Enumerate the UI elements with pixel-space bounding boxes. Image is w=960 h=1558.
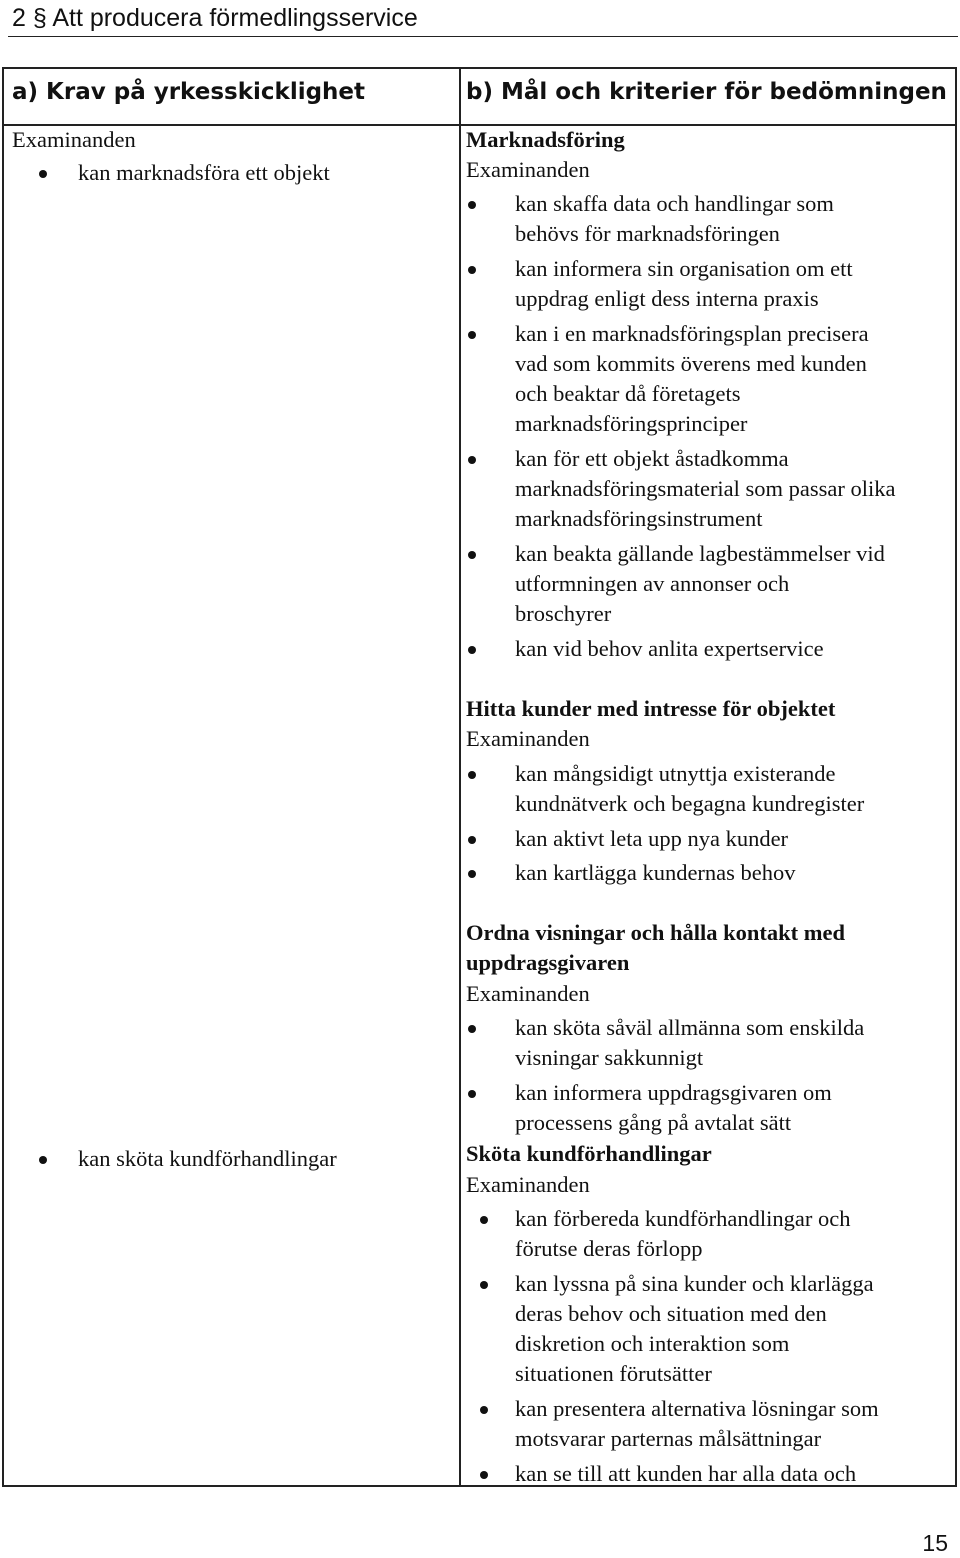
criterion-line: behövs för marknadsföringen [515,221,780,246]
bullet-icon [480,1471,488,1479]
criterion-line: situationen förutsätter [515,1361,712,1386]
bullet-icon [468,1025,476,1033]
page-header-title: 2 § Att producera förmedlingsservice [12,4,418,32]
criterion-line: kan sköta såväl allmänna som enskilda [515,1015,865,1040]
criterion-line: motsvarar parternas målsättningar [515,1426,822,1451]
criterion-line: och beaktar då företagets [515,381,741,406]
col-a-requirement-1: kan marknadsföra ett objekt [78,160,330,185]
criterion-line: kan se till att kunden har alla data och [515,1461,857,1486]
bullet-icon [468,331,476,339]
bullet-icon [468,551,476,559]
bullet-icon [468,1090,476,1098]
bullet-icon [468,646,476,654]
criterion-line: kan kartlägga kundernas behov [515,860,796,885]
section-title: Marknadsföring [466,127,625,152]
bullet-icon [480,1216,488,1224]
page-number: 15 [922,1530,948,1556]
criterion-line: kan informera uppdragsgivaren om [515,1080,832,1105]
header-rule [8,36,958,37]
bullet-icon [468,771,476,779]
section-title: Hitta kunder med intresse för objektet [466,696,836,721]
bullet-icon [468,266,476,274]
criterion-line: marknadsföringsinstrument [515,506,763,531]
col-a-examinee-label: Examinanden [12,127,136,152]
requirements-table [2,67,957,1487]
criterion-line: kan lyssna på sina kunder och klarlägga [515,1271,874,1296]
criterion-line: marknadsföringsmaterial som passar olika [515,476,896,501]
section-title: Ordna visningar och hålla kontakt med [466,920,846,945]
criterion-line: kan aktivt leta upp nya kunder [515,826,789,851]
criterion-line: kan vid behov anlita expertservice [515,636,824,661]
section-examinee-label: Examinanden [466,157,590,182]
column-divider [459,69,461,1485]
section-examinee-label: Examinanden [466,1172,590,1197]
criterion-line: förutse deras förlopp [515,1236,703,1261]
bullet-icon [480,1406,488,1414]
section-title: Sköta kundförhandlingar [466,1141,712,1166]
criterion-line: kan förbereda kundförhandlingar och [515,1206,851,1231]
bullet-icon [468,870,476,878]
criterion-line: kan beakta gällande lagbestämmelser vid [515,541,885,566]
page-header [8,0,958,36]
criterion-line: visningar sakkunnigt [515,1045,704,1070]
section-examinee-label: Examinanden [466,726,590,751]
criterion-line: broschyrer [515,601,612,626]
criterion-line: kan för ett objekt åstadkomma [515,446,789,471]
bullet-icon [468,201,476,209]
criterion-line: deras behov och situation med den [515,1301,827,1326]
criterion-line: kan skaffa data och handlingar som [515,191,834,216]
criterion-line: vad som kommits överens med kunden [515,351,867,376]
criterion-line: utformningen av annonser och [515,571,790,596]
bullet-icon [39,170,47,178]
criterion-line: kan presentera alternativa lösningar som [515,1396,879,1421]
column-b-header: b) Mål och kriterier för bedömningen [466,79,947,105]
criterion-line: kundnätverk och begagna kundregister [515,791,865,816]
criterion-line: marknadsföringsprinciper [515,411,748,436]
section-title: uppdragsgivaren [466,950,630,975]
criterion-line: processens gång på avtalat sätt [515,1110,792,1135]
section-examinee-label: Examinanden [466,981,590,1006]
criterion-line: kan mångsidigt utnyttja existerande [515,761,836,786]
col-a-requirement-2: kan sköta kundförhandlingar [78,1146,337,1171]
column-a-header: a) Krav på yrkesskicklighet [12,79,366,105]
bullet-icon [480,1281,488,1289]
criterion-line: kan informera sin organisation om ett [515,256,853,281]
bullet-icon [468,456,476,464]
bullet-icon [468,836,476,844]
criterion-line: kan i en marknadsföringsplan precisera [515,321,869,346]
bullet-icon [39,1156,47,1164]
criterion-line: diskretion och interaktion som [515,1331,790,1356]
criterion-line: uppdrag enligt dess interna praxis [515,286,819,311]
